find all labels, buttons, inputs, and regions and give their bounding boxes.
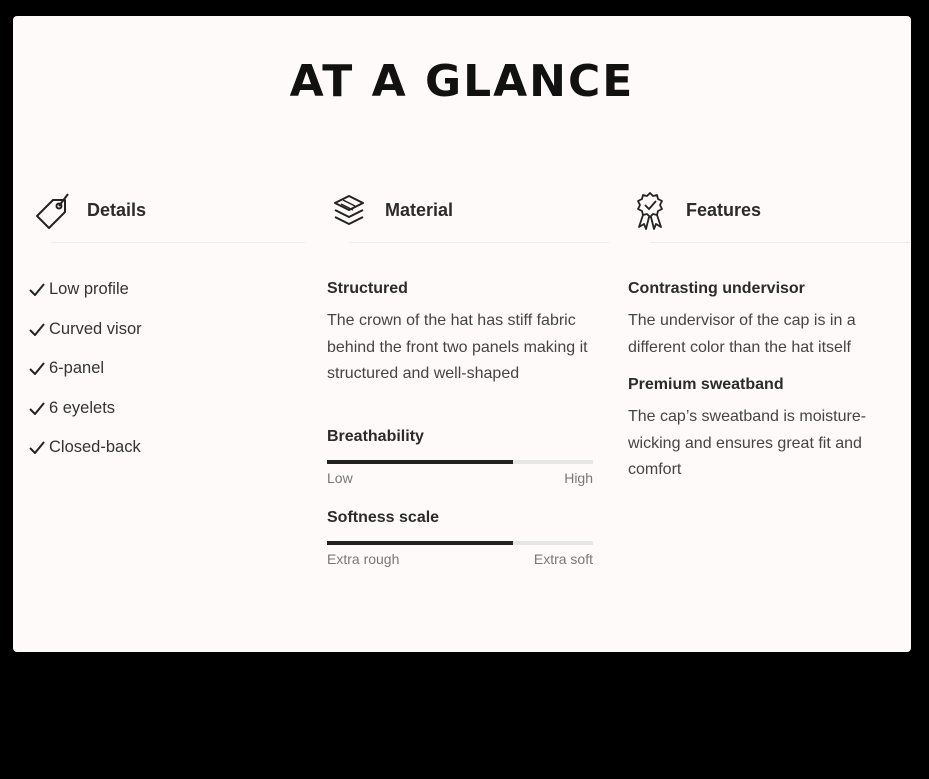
list-item xyxy=(29,397,142,437)
list-item xyxy=(29,278,142,318)
breathability-scale xyxy=(327,460,593,464)
list-item xyxy=(29,318,142,358)
list-item-label: 6 eyelets xyxy=(49,398,116,417)
award-ribbon-icon xyxy=(630,190,670,232)
softness-fill xyxy=(327,541,513,545)
feature-title: Contrasting undervisor xyxy=(628,280,805,297)
list-item xyxy=(29,436,142,476)
structured-block xyxy=(327,278,593,388)
softness-block xyxy=(327,507,593,571)
breathability-title: Breathability xyxy=(327,428,424,445)
list-item-label: Closed-back xyxy=(49,438,141,456)
page-title: AT A GLANCE xyxy=(289,56,635,107)
list-item xyxy=(29,357,142,397)
material-header xyxy=(327,190,593,234)
structured-title: Structured xyxy=(327,280,408,297)
breathability-block xyxy=(327,426,593,490)
feature-item xyxy=(628,374,894,484)
features-column xyxy=(628,190,894,478)
check-icon xyxy=(29,402,45,415)
details-list xyxy=(29,278,142,476)
details-header xyxy=(29,190,289,234)
softness-scale xyxy=(327,541,593,545)
divider xyxy=(51,242,305,243)
divider xyxy=(650,242,910,243)
features-header xyxy=(628,190,894,234)
structured-text: The crown of the hat has stiff fabric behind the front two panels making it structured and well-shaped xyxy=(327,312,588,382)
scale-high-label: Extra soft xyxy=(533,551,593,567)
details-heading: Details xyxy=(87,200,147,220)
check-icon xyxy=(29,362,45,375)
list-item-label: 6-panel xyxy=(49,359,105,377)
divider xyxy=(349,242,609,243)
softness-title: Softness scale xyxy=(327,509,440,526)
material-heading: Material xyxy=(385,200,454,220)
at-a-glance-card xyxy=(13,16,911,652)
scale-low-label: Low xyxy=(327,470,353,486)
feature-title: Premium sweatband xyxy=(628,376,784,393)
scale-high-label: High xyxy=(564,470,593,486)
feature-text: The cap’s sweatband is moisture-wicking and ensures great fit and comfort xyxy=(628,408,867,478)
list-item-label: Curved visor xyxy=(49,319,142,338)
details-column xyxy=(29,190,289,456)
price-tag-icon xyxy=(31,190,71,232)
check-icon xyxy=(29,323,45,336)
layers-icon xyxy=(329,190,369,232)
feature-item xyxy=(628,278,894,361)
material-column xyxy=(327,190,593,567)
scale-low-label: Extra rough xyxy=(327,551,400,567)
check-icon xyxy=(29,441,45,454)
features-heading: Features xyxy=(686,200,762,220)
feature-text: The undervisor of the cap is in a different color than the hat itself xyxy=(628,312,856,356)
breathability-fill xyxy=(327,460,513,464)
check-icon xyxy=(29,283,45,296)
list-item-label: Low profile xyxy=(49,280,129,298)
